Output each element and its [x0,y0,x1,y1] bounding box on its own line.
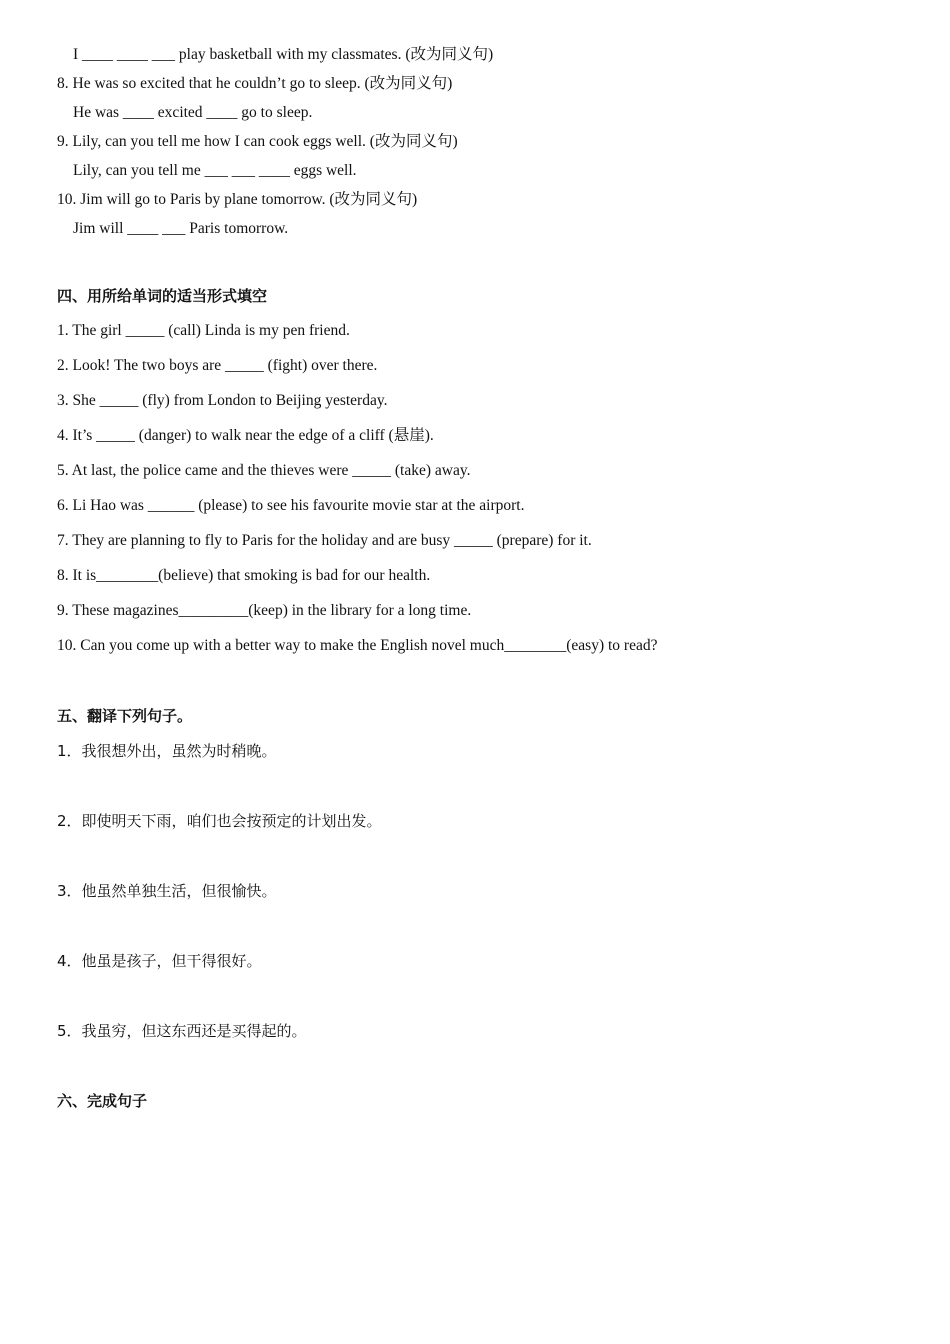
exercise-answer-line: Lily, can you tell me ___ ___ ____ eggs well. [73,162,357,179]
fill-blank-item: 2. Look! The two boys are _____ (fight) over there. [57,357,378,374]
translation-item: 5．我虽穷，但这东西还是买得起的。 [57,1022,307,1040]
exercise-answer-line: He was ____ excited ____ go to sleep. [73,104,313,121]
exercise-question: 10. Jim will go to Paris by plane tomorrow. (改为同义句) [57,191,418,208]
fill-blank-item: 7. They are planning to fly to Paris for the holiday and are busy _____ (prepare) for it. [57,532,592,549]
translation-item: 3．他虽然单独生活，但很愉快。 [57,882,277,900]
fill-blank-item: 5. At last, the police came and the thieves were _____ (take) away. [57,462,471,479]
fill-blank-item: 1. The girl _____ (call) Linda is my pen friend. [57,322,350,339]
fill-blank-item: 3. She _____ (fly) from London to Beijing yesterday. [57,392,388,409]
section-heading: 五、翻译下列句子。 [57,707,193,725]
fill-blank-item: 4. It’s _____ (danger) to walk near the edge of a cliff (悬崖). [57,427,434,444]
translation-item: 4．他虽是孩子，但干得很好。 [57,952,262,970]
fill-blank-item: 10. Can you come up with a better way to make the English novel much________(easy) to read? [57,637,658,654]
section-heading: 六、完成句子 [57,1092,148,1110]
exercise-answer-line: Jim will ____ ___ Paris tomorrow. [73,220,289,237]
section-heading: 四、用所给单词的适当形式填空 [57,287,268,305]
translation-item: 2．即使明天下雨，咱们也会按预定的计划出发。 [57,812,382,830]
fill-blank-item: 6. Li Hao was ______ (please) to see his favourite movie star at the airport. [57,497,525,514]
fill-blank-item: 8. It is________(believe) that smoking is bad for our health. [57,567,431,584]
fill-blank-item: 9. These magazines_________(keep) in the library for a long time. [57,602,472,619]
exercise-question: 9. Lily, can you tell me how I can cook eggs well. (改为同义句) [57,133,458,150]
exercise-question: 8. He was so excited that he couldn’t go to sleep. (改为同义句) [57,75,453,92]
exercise-answer-line: I ____ ____ ___ play basketball with my classmates. (改为同义句) [73,46,494,63]
translation-item: 1．我很想外出，虽然为时稍晚。 [57,742,277,760]
